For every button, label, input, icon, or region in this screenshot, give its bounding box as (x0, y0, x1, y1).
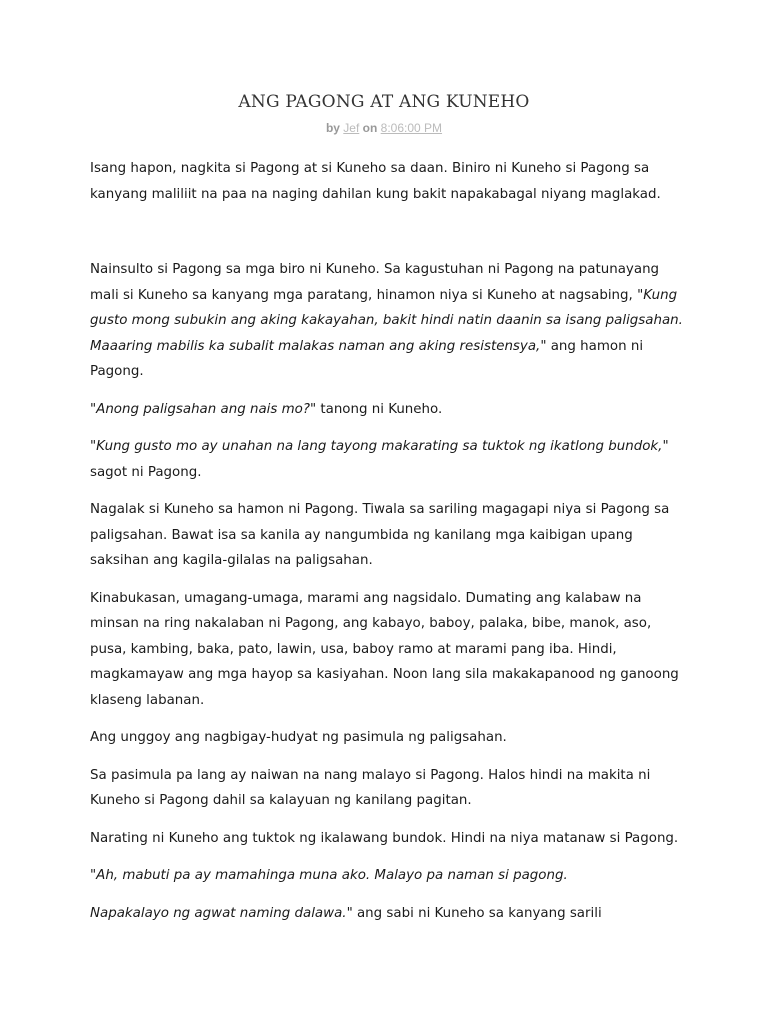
paragraph (90, 725, 690, 751)
byline-on: on (362, 121, 378, 135)
body-text: " ang hamon ni Pagong. (90, 338, 644, 379)
body-text: Sa pasimula pa lang ay naiwan na nang malayo si Pagong. Halos hindi na makita ni Kuneho si Pagong dahil sa kalayuan ng kanilang pagitan. (90, 767, 651, 808)
body-text: Isang hapon, nagkita si Pagong at si Kuneho sa daan. Biniro ni Kuneho si Pagong sa kanyang maliliit na paa na naging dahilan kung bakit napakabagal niyang maglakad. (90, 161, 661, 202)
body-text: Narating ni Kuneho ang tuktok ng ikalawang bundok. Hindi na niya matanaw si Pagong. (90, 830, 679, 846)
body-text: " ang sabi ni Kuneho sa kanyang sarili (346, 905, 602, 921)
body-text: " sagot ni Pagong. (90, 439, 669, 480)
paragraph (90, 497, 690, 574)
paragraph (90, 434, 690, 485)
quote-text: "Anong paligsahan ang nais mo? (90, 401, 310, 417)
paragraph (90, 397, 690, 423)
author-link[interactable]: Jef (343, 121, 360, 135)
post-byline (0, 121, 768, 135)
body-text: " tanong ni Kuneho. (309, 401, 443, 417)
byline-by: by (325, 121, 340, 135)
body-text: Nagalak si Kuneho sa hamon ni Pagong. Tiwala sa sariling magagapi niya si Pagong sa paligsahan. Bawat isa sa kanila ay nangumbida ng kanilang mga kaibigan upang saksihan ang kagila-gilalas na paligsahan. (90, 502, 670, 568)
paragraph (90, 586, 690, 714)
post-title: ANG PAGONG AT ANG KUNEHO (238, 92, 530, 112)
post-body (90, 156, 690, 938)
quote-text: "Kung gusto mong subukin ang aking kakayahan, bakit hindi natin daanin sa isang paligsahan. Maaaring mabilis ka subalit malakas naman ang aking resistensya, (90, 287, 683, 354)
paragraph (90, 156, 690, 207)
paragraph (90, 763, 690, 814)
paragraph (90, 257, 690, 385)
paragraph (90, 863, 690, 889)
body-text: Ang unggoy ang nagbigay-hudyat ng pasimula ng paligsahan. (90, 730, 507, 745)
quote-text: Napakalayo ng agwat naming dalawa. (90, 905, 347, 921)
paragraph (90, 901, 690, 927)
quote-text: "Kung gusto mo ay unahan na lang tayong makarating sa tuktok ng ikatlong bundok, (90, 439, 663, 454)
body-text: Kinabukasan, umagang-umaga, marami ang nagsidalo. Dumating ang kalabaw na minsan na ring nakalaban ni Pagong, ang kabayo, baboy, palaka, bibe, manok, aso, pusa, kambing, baka, pato, lawin, usa, baboy ramo at marami pang iba. Hindi, magkamayaw ang mga hayop sa kasiyahan. Noon lang sila makakapanood ng ganoong klaseng labanan. (90, 590, 679, 708)
paragraph (90, 826, 690, 852)
quote-text: "Ah, mabuti pa ay mamahinga muna ako. Malayo pa naman si pagong. (90, 868, 568, 883)
timestamp-link[interactable]: 8:06:00 PM (380, 121, 443, 135)
body-text: Nainsulto si Pagong sa mga biro ni Kuneho. Sa kagustuhan ni Pagong na patunayang mali si Kuneho sa kanyang mga paratang, hinamon niya si Kuneho at nagsabing, (90, 262, 660, 303)
